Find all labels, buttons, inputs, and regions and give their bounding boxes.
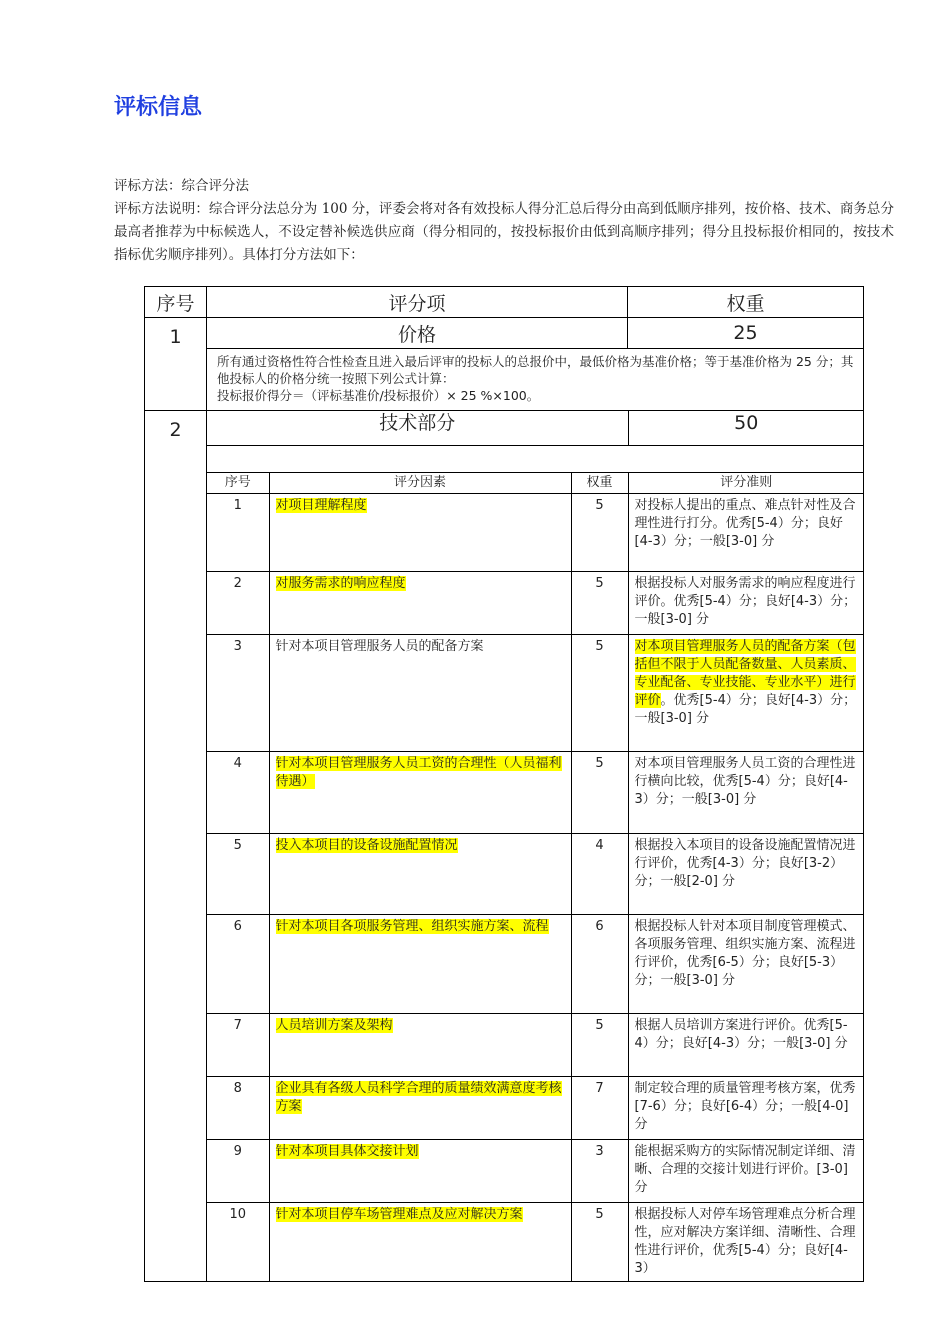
criteria-highlight: 对本项目管理服务人员的配备方案（包括但不限于人员配备数量、人员素质、专业配备、专业技能、专业水平）进行评价 xyxy=(634,639,856,708)
row-num: 5 xyxy=(207,834,269,915)
row-criteria xyxy=(628,635,864,752)
table-row xyxy=(207,635,864,752)
price-description xyxy=(207,349,864,411)
tech-title-row xyxy=(207,411,864,446)
sub-header-factor: 评分因素 xyxy=(269,473,571,494)
row-weight: 5 xyxy=(571,572,628,635)
sub-header-seq: 序号 xyxy=(207,473,269,494)
price-seq: 1 xyxy=(145,318,207,411)
factor-text: 企业具有各级人员科学合理的质量绩效满意度考核方案 xyxy=(275,1081,562,1114)
row-criteria: 根据投标人针对本项目制度管理模式、各项服务管理、组织实施方案、流程进行评价，优秀[6-5）分；良好[5-3）分；一般[3-0] 分 xyxy=(628,915,864,1014)
tech-row xyxy=(145,411,864,1282)
evaluation-method: 评标方法：综合评分法 xyxy=(114,178,249,194)
row-weight: 6 xyxy=(571,915,628,1014)
row-factor xyxy=(269,915,571,1014)
row-num: 7 xyxy=(207,1014,269,1077)
row-num: 3 xyxy=(207,635,269,752)
row-criteria: 根据投标人对停车场管理难点分析合理性，应对解决方案详细、清晰性、合理性进行评价，优秀[5-4）分；良好[4-3） xyxy=(628,1203,864,1282)
table-row xyxy=(207,572,864,635)
row-factor xyxy=(269,1203,571,1282)
row-num: 2 xyxy=(207,572,269,635)
sub-header-weight: 权重 xyxy=(571,473,628,494)
table-row xyxy=(207,834,864,915)
tech-weight: 50 xyxy=(628,411,864,446)
tech-seq: 2 xyxy=(145,411,207,1282)
table-row xyxy=(207,1077,864,1140)
row-factor xyxy=(269,834,571,915)
header-seq: 序号 xyxy=(145,287,207,318)
price-row xyxy=(145,318,864,349)
row-weight: 7 xyxy=(571,1077,628,1140)
tech-container xyxy=(207,411,864,1282)
row-weight: 4 xyxy=(571,834,628,915)
row-num: 4 xyxy=(207,752,269,834)
criteria-text: 。优秀[5-4）分；良好[4-3）分；一般[3-0] 分 xyxy=(634,693,857,726)
factor-text: 投入本项目的设备设施配置情况 xyxy=(275,838,458,853)
row-criteria: 对投标人提出的重点、难点针对性及合理性进行打分。优秀[5-4）分；良好[4-3）分；一般[3-0] 分 xyxy=(628,494,864,572)
row-weight: 5 xyxy=(571,1203,628,1282)
sub-header-row xyxy=(207,473,864,494)
factor-text: 针对本项目具体交接计划 xyxy=(275,1144,419,1159)
header-item: 评分项 xyxy=(207,287,628,318)
table-row xyxy=(207,752,864,834)
row-factor xyxy=(269,1014,571,1077)
price-desc-line1: 所有通过资格性符合性检查且进入最后评审的投标人的总报价中，最低价格为基准价格；等于基准价格为 25 分；其他投标人的价格分统一按照下列公式计算： xyxy=(217,354,854,386)
tech-spacer-row xyxy=(207,446,864,473)
factor-text: 对服务需求的响应程度 xyxy=(275,576,406,591)
sub-header-criteria: 评分准则 xyxy=(628,473,864,494)
factor-text: 对项目理解程度 xyxy=(275,498,367,513)
price-item: 价格 xyxy=(207,318,628,349)
factor-text: 针对本项目各项服务管理、组织实施方案、流程 xyxy=(275,919,549,934)
row-weight: 3 xyxy=(571,1140,628,1203)
factor-text: 人员培训方案及架构 xyxy=(275,1018,393,1033)
row-criteria: 根据人员培训方案进行评价。优秀[5-4）分；良好[4-3）分；一般[3-0] 分 xyxy=(628,1014,864,1077)
table-row xyxy=(207,1140,864,1203)
table-row xyxy=(207,494,864,572)
scoring-table xyxy=(144,286,864,1282)
price-weight: 25 xyxy=(628,318,864,349)
row-weight: 5 xyxy=(571,1014,628,1077)
price-desc-line2: 投标报价得分＝（评标基准价/投标报价）× 25 %×100。 xyxy=(217,388,540,403)
row-num: 6 xyxy=(207,915,269,1014)
row-criteria: 根据投标人对服务需求的响应程度进行评价。优秀[5-4）分；良好[4-3）分；一般[3-0] 分 xyxy=(628,572,864,635)
row-factor xyxy=(269,1077,571,1140)
row-num: 8 xyxy=(207,1077,269,1140)
row-factor xyxy=(269,572,571,635)
evaluation-description: 评标方法说明：综合评分法总分为 100 分，评委会将对各有效投标人得分汇总后得分由高到低顺序排列，按价格、技术、商务总分最高者推荐为中标候选人，不设定替补候选供应商（得分相同的，按投标报价由低到高顺序排列；得分且投标报价相同的，按技术指标优劣顺序排列）。具体打分方法如下： xyxy=(114,201,894,263)
table-row xyxy=(207,1203,864,1282)
row-factor xyxy=(269,1140,571,1203)
header-weight: 权重 xyxy=(628,287,864,318)
price-desc-row xyxy=(145,349,864,411)
row-factor xyxy=(269,752,571,834)
table-header-row xyxy=(145,287,864,318)
row-criteria: 制定较合理的质量管理考核方案，优秀[7-6）分；良好[6-4）分；一般[4-0] 分 xyxy=(628,1077,864,1140)
factor-text: 针对本项目停车场管理难点及应对解决方案 xyxy=(275,1207,523,1222)
row-weight: 5 xyxy=(571,635,628,752)
row-criteria: 对本项目管理服务人员工资的合理性进行横向比较，优秀[5-4）分；良好[4-3）分；一般[3-0] 分 xyxy=(628,752,864,834)
row-factor xyxy=(269,494,571,572)
row-num: 1 xyxy=(207,494,269,572)
row-factor: 针对本项目管理服务人员的配备方案 xyxy=(269,635,571,752)
row-num: 10 xyxy=(207,1203,269,1282)
row-num: 9 xyxy=(207,1140,269,1203)
tech-item: 技术部分 xyxy=(207,411,628,446)
row-weight: 5 xyxy=(571,494,628,572)
page-title: 评标信息 xyxy=(114,95,203,120)
intro-section xyxy=(114,175,894,267)
tech-subtable xyxy=(207,411,864,1281)
row-weight: 5 xyxy=(571,752,628,834)
row-criteria: 能根据采购方的实际情况制定详细、清晰、合理的交接计划进行评价。[3-0] 分 xyxy=(628,1140,864,1203)
factor-text: 针对本项目管理服务人员工资的合理性（人员福利待遇） xyxy=(275,756,562,789)
row-criteria: 根据投入本项目的设备设施配置情况进行评价，优秀[4-3）分；良好[3-2）分；一般[2-0] 分 xyxy=(628,834,864,915)
table-row xyxy=(207,915,864,1014)
table-row xyxy=(207,1014,864,1077)
